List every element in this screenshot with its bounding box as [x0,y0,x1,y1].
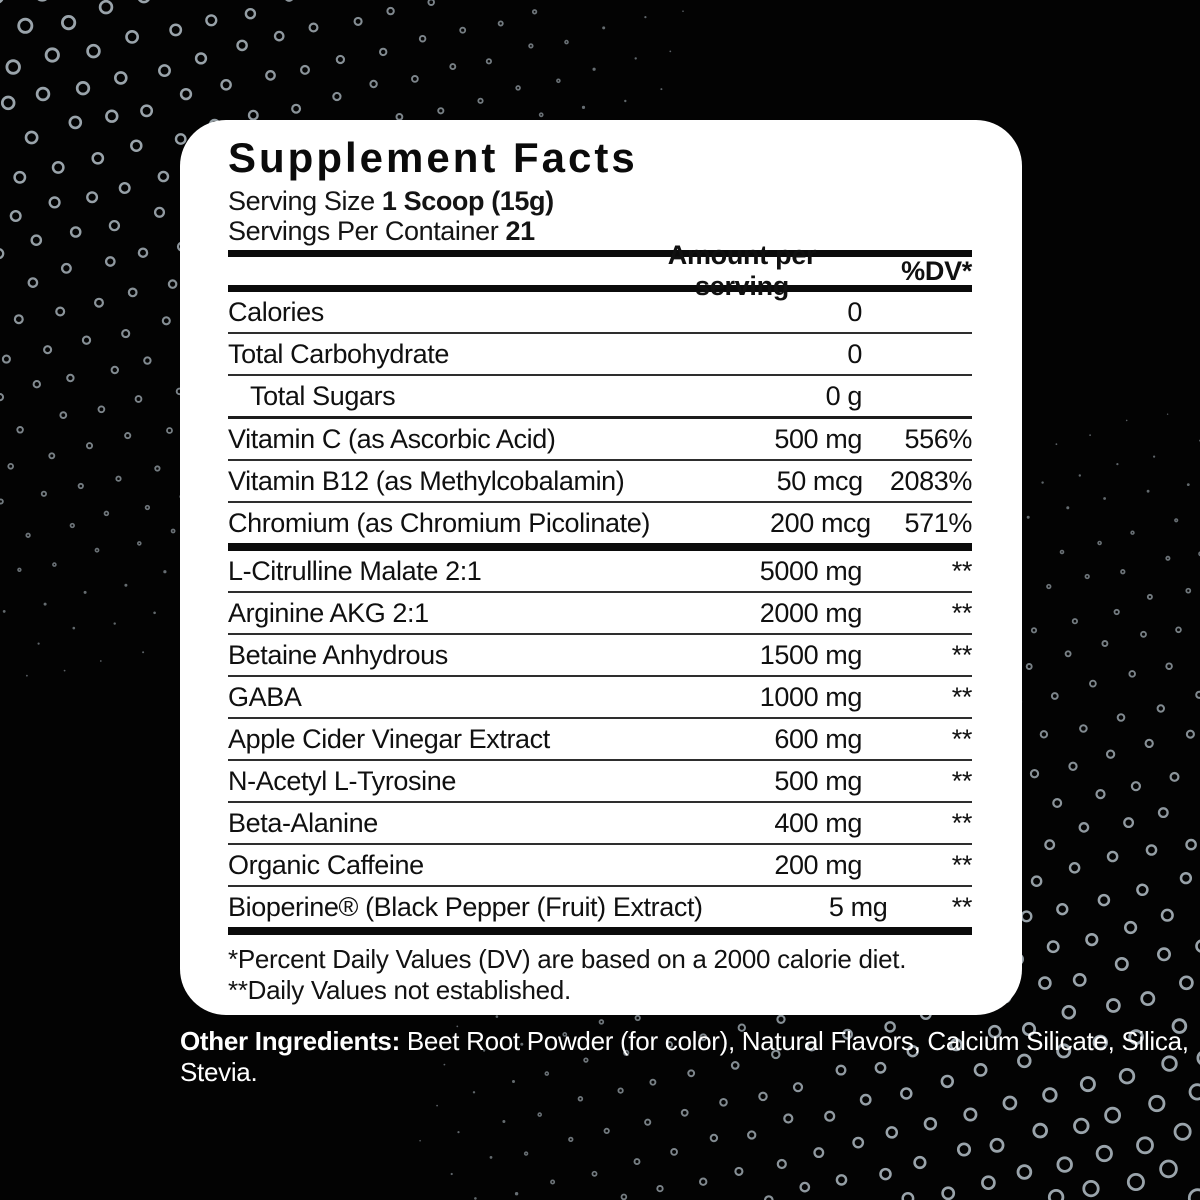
table-header-row [228,240,972,301]
table-row [228,761,972,803]
row-amount: 1000 mg [759,681,862,712]
table-row [228,677,972,719]
row-dv: 571% [904,507,972,538]
table-row [228,887,972,935]
table-row [228,635,972,677]
row-dv: ** [951,555,972,586]
table-row [228,334,972,376]
table-row [228,461,972,503]
table-row [228,719,972,761]
row-dv: 556% [904,423,972,454]
table-row [228,376,972,419]
row-amount: 500 mg [774,765,862,796]
row-amount: 2000 mg [759,597,862,628]
row-dv: ** [951,891,972,922]
amount-column-header: Amount per serving [667,240,817,301]
footnote-not-established: **Daily Values not established. [228,975,571,1005]
dv-column-header: %DV* [901,255,972,286]
serving-size-value: 1 Scoop (15g) [381,186,554,216]
table-row [228,292,972,334]
row-name: Chromium (as Chromium Picolinate) [228,507,650,538]
row-dv: ** [951,849,972,880]
row-name: Bioperine® (Black Pepper (Fruit) Extract) [228,891,703,922]
row-name: Calories [228,296,324,327]
row-dv: ** [951,597,972,628]
table-row [228,593,972,635]
row-name: Total Carbohydrate [228,338,449,369]
other-ingredients [180,1026,1192,1088]
row-name: L-Citrulline Malate 2:1 [228,555,482,586]
row-dv: 2083% [889,465,972,496]
row-amount: 600 mg [774,723,862,754]
row-name: Betaine Anhydrous [228,639,448,670]
row-amount: 5 mg [828,891,888,922]
row-name: Total Sugars [250,380,396,411]
row-separator [228,927,972,935]
row-dv: ** [951,765,972,796]
servings-per-container-label: Servings Per Container [228,216,506,246]
row-separator [228,543,972,551]
table-row [228,803,972,845]
supplement-facts-panel [180,120,1022,1015]
row-dv: ** [951,639,972,670]
servings-per-container-value: 21 [505,216,535,246]
row-dv: ** [951,807,972,838]
row-amount: 0 g [825,380,862,411]
other-ingredients-text: Beet Root Powder (for color), Natural Flavors, Calcium Silicate, Silica, Stevia. [180,1026,1189,1087]
row-amount: 500 mg [774,423,862,454]
row-name: Vitamin C (as Ascorbic Acid) [228,423,556,454]
table-row [228,845,972,887]
footnotes [228,944,972,1006]
row-name: GABA [228,681,302,712]
table-row [228,503,972,551]
serving-size-line [228,186,972,216]
row-name: Vitamin B12 (as Methylcobalamin) [228,465,625,496]
row-amount: 1500 mg [759,639,862,670]
row-amount: 200 mg [774,849,862,880]
row-amount: 0 [847,296,862,327]
row-name: N-Acetyl L-Tyrosine [228,765,456,796]
row-amount: 50 mcg [776,465,863,496]
footnote-daily-values: *Percent Daily Values (DV) are based on a 2000 calorie diet. [228,944,907,974]
row-dv: ** [951,681,972,712]
table-row [228,419,972,461]
row-name: Beta-Alanine [228,807,378,838]
row-name: Arginine AKG 2:1 [228,597,429,628]
nutrition-table [228,292,972,935]
row-amount: 5000 mg [759,555,862,586]
row-amount: 200 mcg [770,507,871,538]
serving-size-label: Serving Size [228,186,382,216]
row-amount: 400 mg [774,807,862,838]
row-amount: 0 [847,338,862,369]
panel-title: Supplement Facts [228,134,638,181]
row-dv: ** [951,723,972,754]
other-ingredients-label: Other Ingredients: [180,1026,400,1056]
row-name: Apple Cider Vinegar Extract [228,723,550,754]
table-row [228,551,972,593]
row-name: Organic Caffeine [228,849,424,880]
